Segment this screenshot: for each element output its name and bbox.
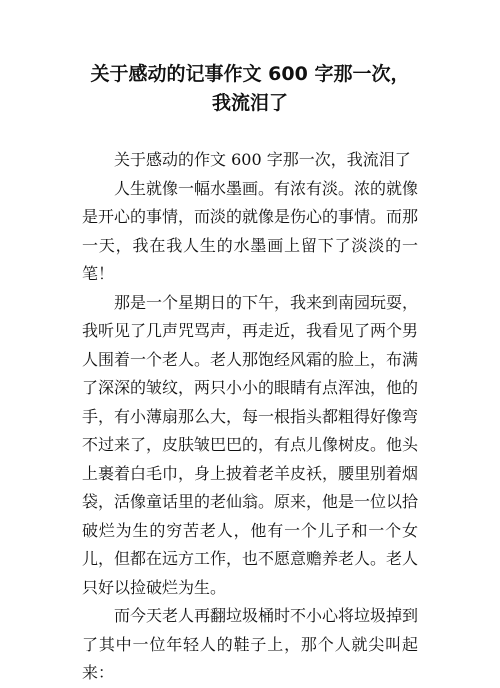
title-line-1: 关于感动的记事作文 600 字那一次， bbox=[90, 63, 410, 85]
title-line-2: 我流泪了 bbox=[211, 92, 288, 114]
paragraph: 人生就像一幅水墨画。有浓有淡。浓的就像是开心的事情，而淡的就像是伤心的事情。而那一天，我在我人生的水墨画上留下了淡淡的一笔！ bbox=[82, 178, 419, 283]
document-body bbox=[82, 146, 418, 688]
paragraph: 那是一个星期日的下午，我来到南园玩耍，我听见了几声咒骂声，再走近，我看见了两个男人围着一个老人。老人那饱经风霜的脸上，布满了深深的皱纹，两只小小的眼睛有点浑浊，他的手，有小薄扇那么大，每一根指头都粗得好像弯不过来了，皮肤皱巴巴的，有点儿像树皮。他头上裹着白毛巾，身上披着老羊皮袄，腰里别着烟袋，活像童话里的老仙翁。原来，他是一位以拾破烂为生的穷苦老人，他有一个儿子和一个女儿，但都在远方工作，也不愿意赡养老人。老人只好以捡破烂为生。 bbox=[82, 292, 419, 597]
document-title bbox=[0, 60, 500, 118]
paragraph: 而今天老人再翻垃圾桶时不小心将垃圾掉到了其中一位年轻人的鞋子上，那个人就尖叫起来： bbox=[82, 606, 419, 682]
paragraph-subtitle: 关于感动的作文 600 字那一次，我流泪了 bbox=[114, 150, 411, 169]
